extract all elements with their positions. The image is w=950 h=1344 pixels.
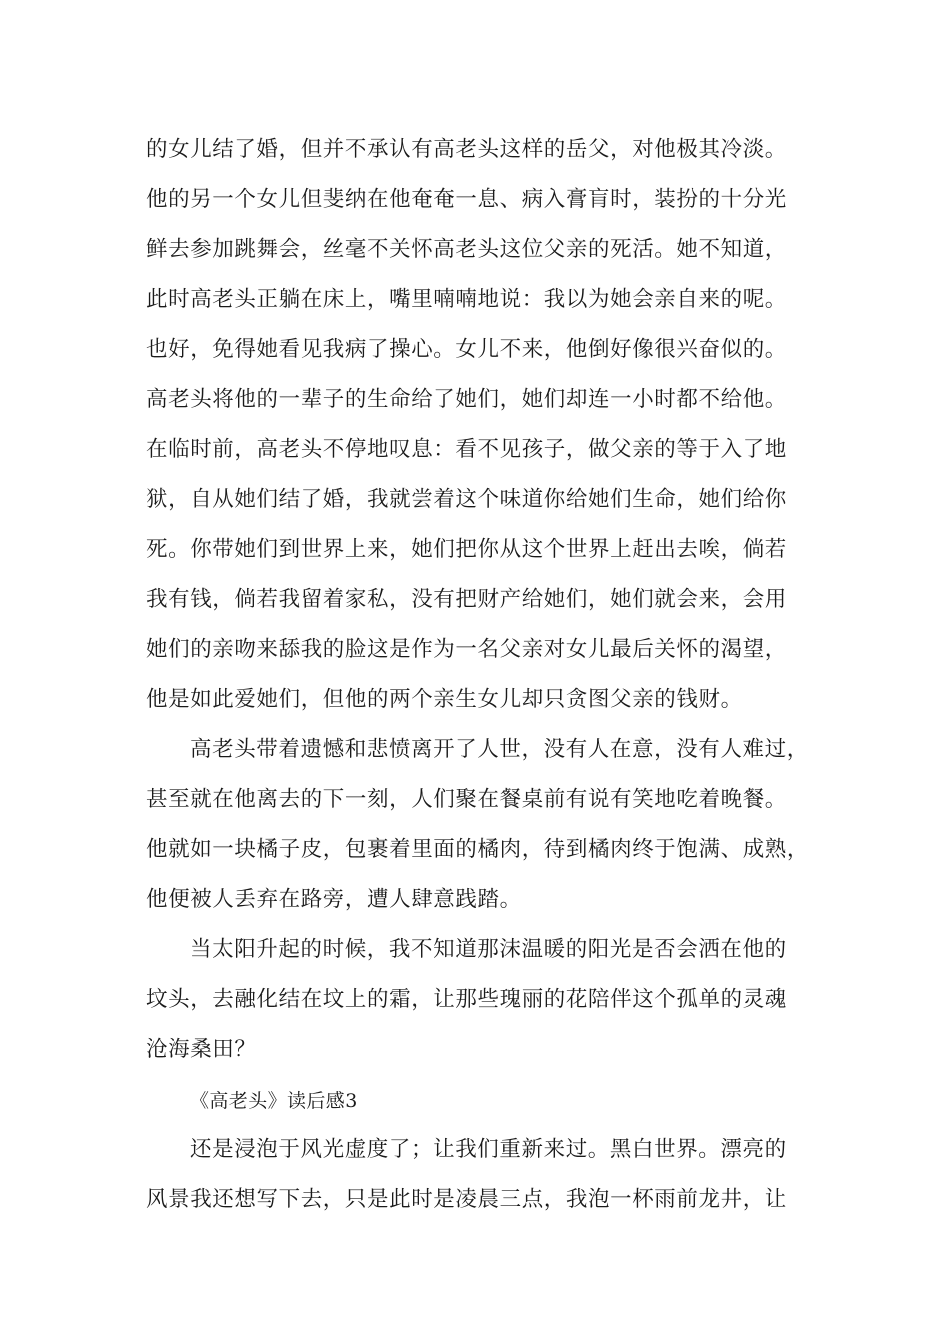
paragraph-start-line: 当太阳升起的时候，我不知道那沫温暖的阳光是否会洒在他的	[190, 937, 787, 962]
text-line: 坟头，去融化结在坟上的霜，让那些瑰丽的花陪伴这个孤单的灵魂	[146, 987, 787, 1012]
text-line: 沧海桑田？	[146, 1037, 257, 1062]
text-line: 死。你带她们到世界上来，她们把你从这个世界上赶出去唉，倘若	[146, 537, 787, 562]
text-line: 风景我还想写下去，只是此时是凌晨三点，我泡一杯雨前龙井，让	[146, 1187, 787, 1212]
text-line: 甚至就在他离去的下一刻，人们聚在餐桌前有说有笑地吃着晚餐。	[146, 787, 787, 812]
paragraph-start-line: 高老头带着遗憾和悲愤离开了人世，没有人在意，没有人难过，	[190, 737, 809, 762]
text-line: 狱，自从她们结了婚，我就尝着这个味道你给她们生命，她们给你	[146, 487, 787, 512]
text-line: 在临时前，高老头不停地叹息：看不见孩子，做父亲的等于入了地	[146, 437, 787, 462]
text-line: 也好，免得她看见我病了操心。女儿不来，他倒好像很兴奋似的。	[146, 337, 787, 362]
text-line: 他就如一块橘子皮，包裹着里面的橘肉，待到橘肉终于饱满、成熟，	[146, 837, 810, 862]
text-line: 他是如此爱她们，但他的两个亲生女儿却只贪图父亲的钱财。	[146, 687, 743, 712]
text-line: 鲜去参加跳舞会，丝毫不关怀高老头这位父亲的死活。她不知道，	[146, 237, 787, 262]
text-line: 他便被人丢弃在路旁，遭人肆意践踏。	[146, 887, 522, 912]
text-line: 的女儿结了婚，但并不承认有高老头这样的岳父，对他极其冷淡。	[146, 137, 787, 162]
paragraph-start-line: 还是浸泡于风光虚度了；让我们重新来过。黑白世界。漂亮的	[190, 1137, 787, 1162]
text-line: 她们的亲吻来舔我的脸这是作为一名父亲对女儿最后关怀的渴望，	[146, 637, 787, 662]
text-line: 我有钱，倘若我留着家私，没有把财产给她们，她们就会来，会用	[146, 587, 787, 612]
text-line: 此时高老头正躺在床上，嘴里喃喃地说：我以为她会亲自来的呢。	[146, 287, 787, 312]
section-heading: 《高老头》读后感3	[190, 1090, 358, 1112]
text-line: 高老头将他的一辈子的生命给了她们，她们却连一小时都不给他。	[146, 387, 787, 412]
text-line: 他的另一个女儿但斐纳在他奄奄一息、病入膏肓时，装扮的十分光	[146, 187, 787, 212]
